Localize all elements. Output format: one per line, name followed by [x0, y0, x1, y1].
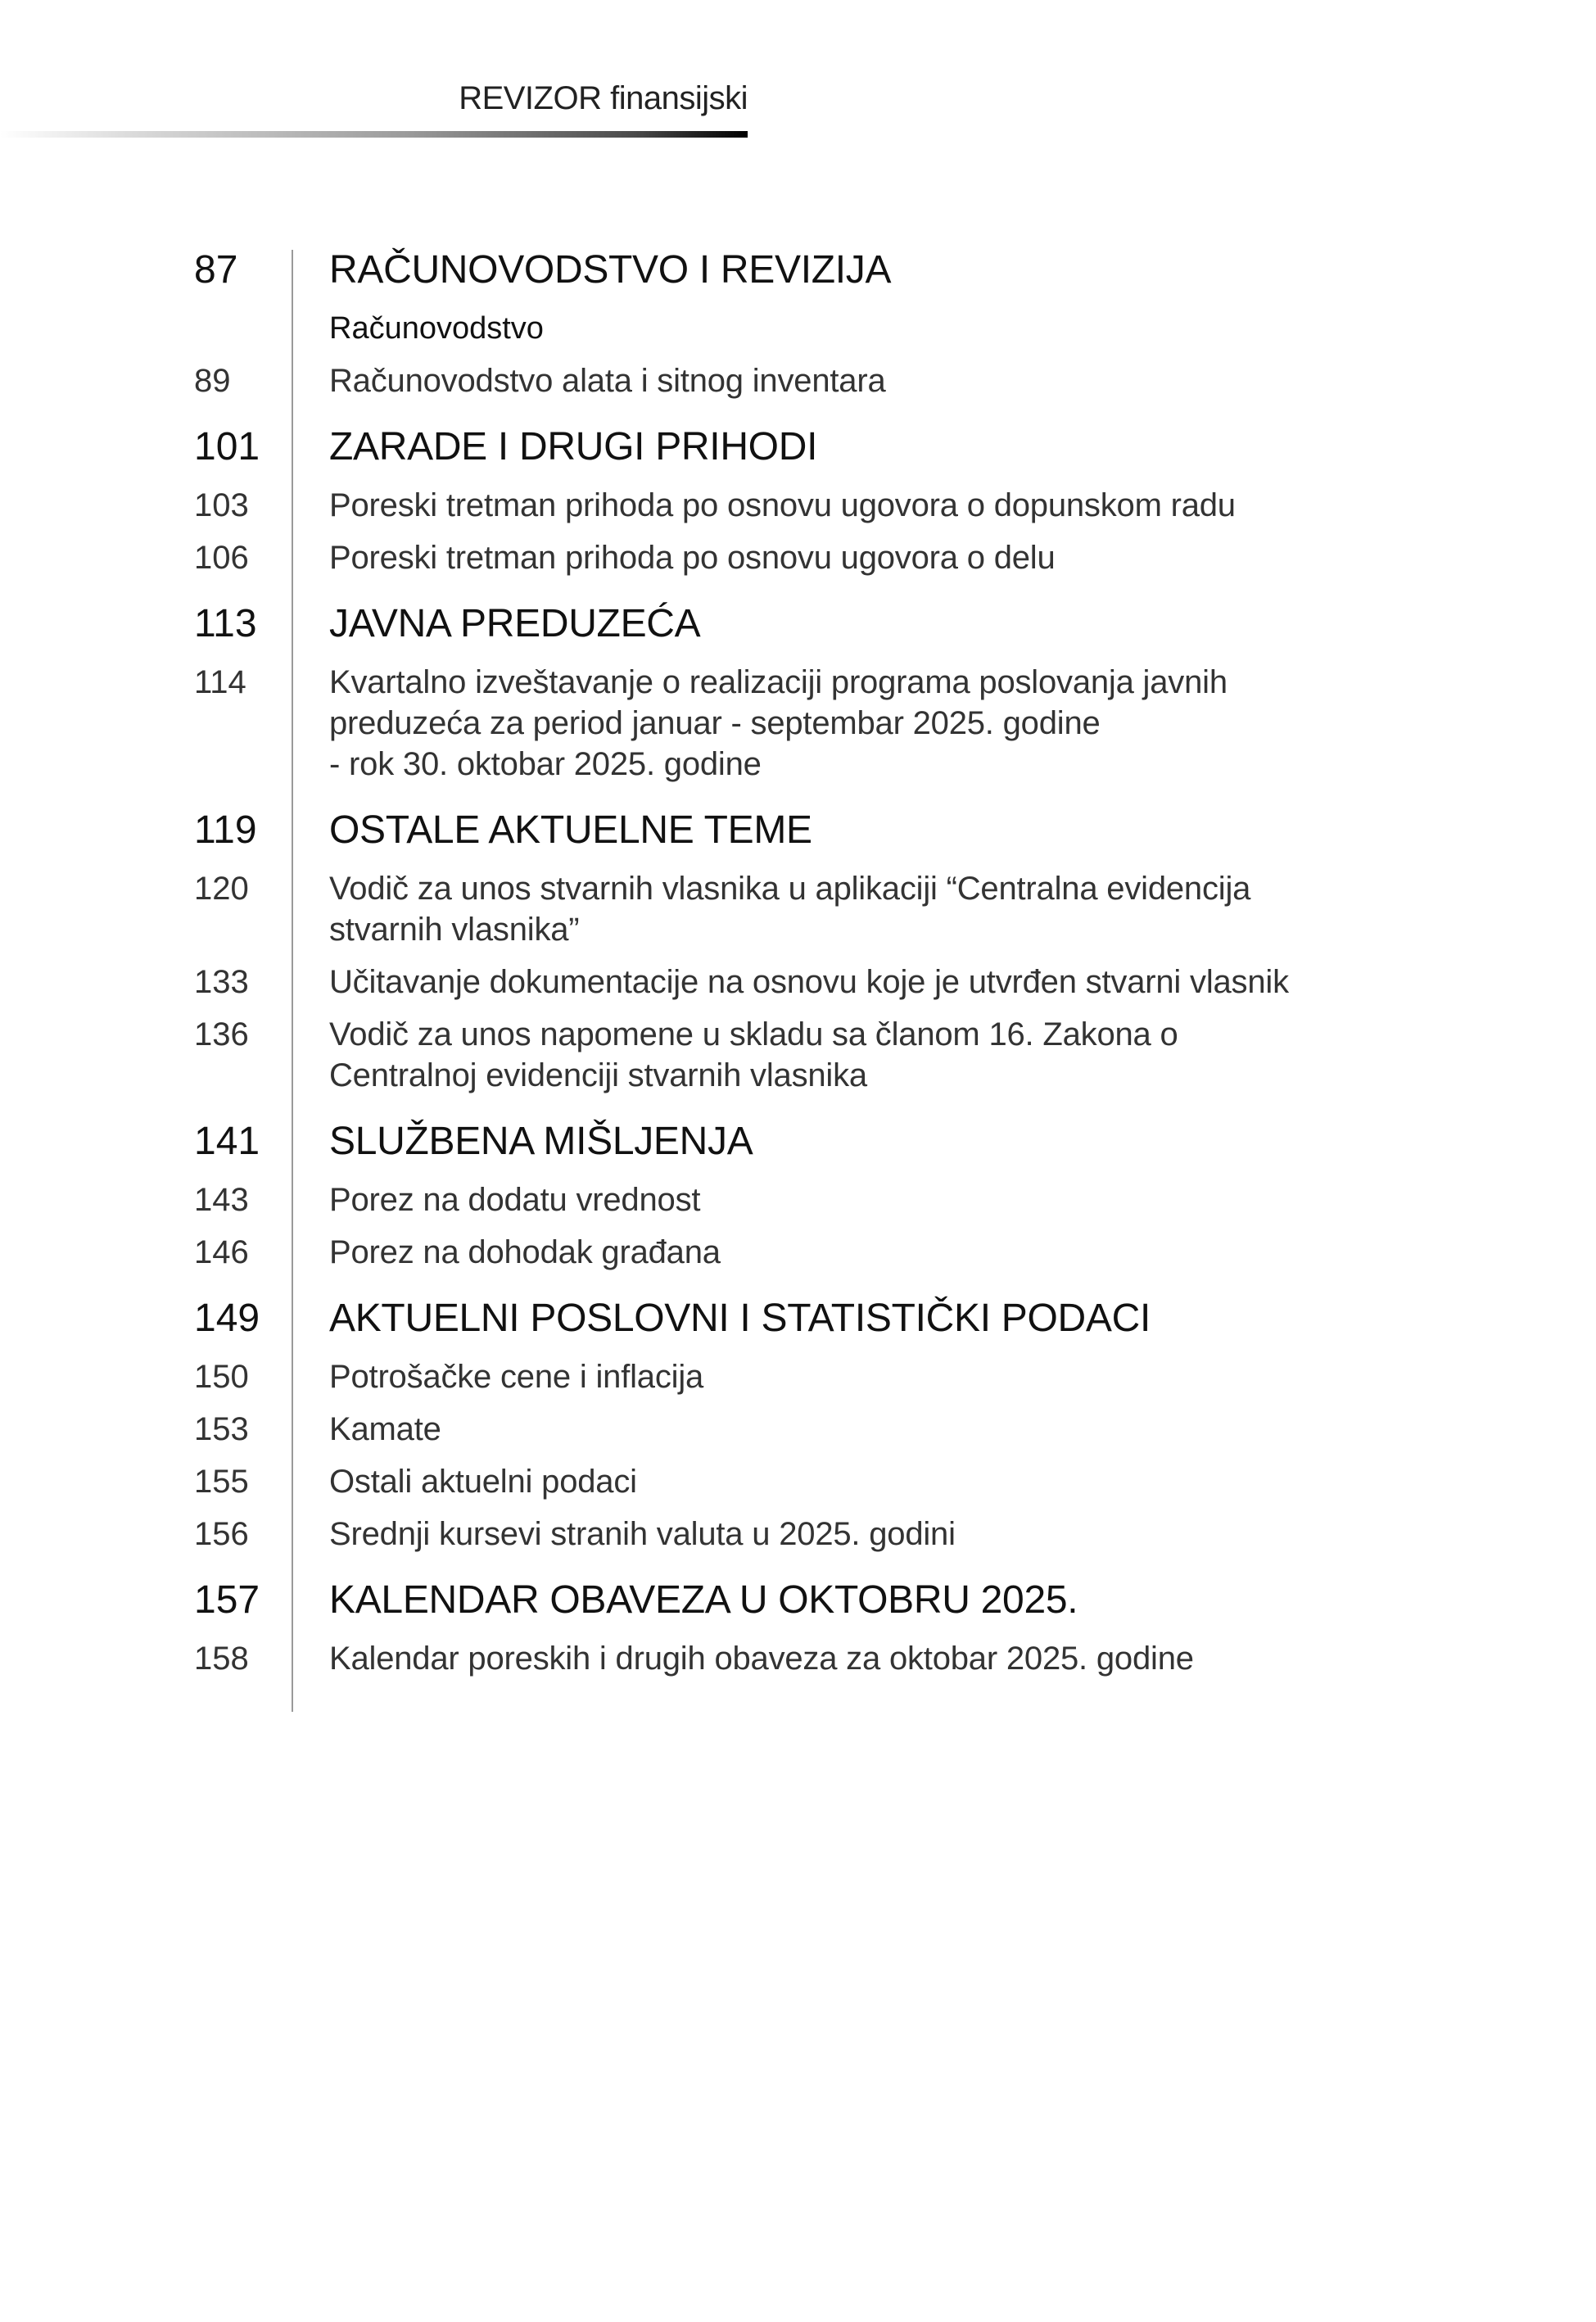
entry-title-line: Ostali aktuelni podaci	[329, 1464, 637, 1500]
section-page-number: 87	[194, 248, 238, 292]
toc-entry[interactable]	[0, 537, 1596, 578]
entry-page-number: 156	[194, 1516, 249, 1552]
toc-entry[interactable]	[0, 868, 1596, 950]
section-page-number: 101	[194, 425, 260, 468]
toc-entry[interactable]	[0, 360, 1596, 401]
entry-title	[329, 1461, 1492, 1502]
entry-title-line: Poreski tretman prihoda po osnovu ugovora o delu	[329, 540, 1056, 576]
toc-section-heading[interactable]	[0, 600, 1596, 649]
toc-section-heading[interactable]	[0, 1576, 1596, 1625]
toc-entry[interactable]	[0, 1461, 1596, 1502]
entry-page-number: 158	[194, 1641, 249, 1677]
entry-page-number: 136	[194, 1016, 249, 1052]
section-page-number: 149	[194, 1297, 260, 1340]
section-page-number: 113	[194, 602, 257, 645]
entry-title-line: Porez na dodatu vrednost	[329, 1182, 701, 1218]
entry-page-number: 143	[194, 1182, 249, 1218]
subheading-title: Računovodstvo	[329, 311, 544, 346]
toc-entry[interactable]	[0, 1514, 1596, 1555]
header-gradient-rule	[0, 131, 748, 138]
entry-page-number: 114	[194, 664, 246, 700]
entry-title-line: Vodič za unos stvarnih vlasnika u aplikaciji “Centralna evidencija	[329, 871, 1251, 907]
entry-title-line: Vodič za unos napomene u skladu sa članom 16. Zakona o	[329, 1016, 1178, 1052]
section-title: AKTUELNI POSLOVNI I STATISTIČKI PODACI	[329, 1297, 1151, 1340]
entry-title	[329, 1514, 1492, 1555]
section-page-number: 119	[194, 808, 257, 852]
entry-title	[329, 868, 1492, 950]
toc-section-heading[interactable]	[0, 246, 1596, 295]
section-title: RAČUNOVODSTVO I REVIZIJA	[329, 248, 892, 292]
toc-section	[0, 1294, 1596, 1555]
entry-title-line: Kamate	[329, 1411, 441, 1447]
section-title: SLUŽBENA MIŠLJENJA	[329, 1120, 753, 1163]
entry-title-line: stvarnih vlasnika”	[329, 912, 580, 948]
table-of-contents	[0, 246, 1596, 1679]
entry-title-line: Poreski tretman prihoda po osnovu ugovora o dopunskom radu	[329, 487, 1236, 523]
toc-section	[0, 600, 1596, 785]
entry-title-line: Porez na dohodak građana	[329, 1234, 721, 1270]
section-title: KALENDAR OBAVEZA U OKTOBRU 2025.	[329, 1578, 1078, 1622]
entry-title	[329, 1179, 1492, 1220]
entry-title	[329, 1409, 1492, 1450]
toc-subheading	[0, 308, 1596, 349]
entry-title-line: Kalendar poreskih i drugih obaveza za oktobar 2025. godine	[329, 1641, 1194, 1677]
entry-page-number: 153	[194, 1411, 249, 1447]
entry-title-line: Učitavanje dokumentacije na osnovu koje je utvrđen stvarni vlasnik	[329, 964, 1289, 1000]
section-title: OSTALE AKTUELNE TEME	[329, 808, 812, 852]
entry-page-number: 155	[194, 1464, 249, 1500]
entry-page-number: 103	[194, 487, 249, 523]
toc-section	[0, 423, 1596, 578]
toc-entry[interactable]	[0, 1232, 1596, 1273]
section-page-number: 157	[194, 1578, 260, 1622]
entry-title	[329, 1014, 1492, 1096]
entry-page-number: 120	[194, 871, 249, 907]
toc-section-heading[interactable]	[0, 1294, 1596, 1343]
section-title: ZARADE I DRUGI PRIHODI	[329, 425, 818, 468]
toc-section	[0, 246, 1596, 401]
toc-section	[0, 806, 1596, 1096]
entry-title-line: Centralnoj evidenciji stvarnih vlasnika	[329, 1057, 867, 1093]
toc-entry[interactable]	[0, 662, 1596, 785]
entry-title	[329, 360, 1492, 401]
entry-title	[329, 962, 1492, 1003]
entry-title-line: Potrošačke cene i inflacija	[329, 1359, 704, 1395]
entry-title-line: Srednji kursevi stranih valuta u 2025. godini	[329, 1516, 956, 1552]
entry-page-number: 133	[194, 964, 249, 1000]
toc-entry[interactable]	[0, 1638, 1596, 1679]
entry-title-line: Računovodstvo alata i sitnog inventara	[329, 363, 886, 399]
toc-entry[interactable]	[0, 1014, 1596, 1096]
toc-entry[interactable]	[0, 1409, 1596, 1450]
entry-page-number: 146	[194, 1234, 249, 1270]
toc-entry[interactable]	[0, 485, 1596, 526]
entry-title	[329, 537, 1492, 578]
entry-title	[329, 1356, 1492, 1397]
entry-title	[329, 485, 1492, 526]
entry-title	[329, 1638, 1492, 1679]
toc-entry[interactable]	[0, 1356, 1596, 1397]
section-page-number: 141	[194, 1120, 260, 1163]
entry-page-number: 106	[194, 540, 249, 576]
entry-page-number: 150	[194, 1359, 249, 1395]
entry-page-number: 89	[194, 363, 231, 399]
entry-title	[329, 662, 1492, 785]
entry-title	[329, 1232, 1492, 1273]
toc-entry[interactable]	[0, 1179, 1596, 1220]
section-title: JAVNA PREDUZEĆA	[329, 602, 701, 645]
publication-title: REVIZOR finansijski	[459, 80, 748, 116]
toc-section-heading[interactable]	[0, 806, 1596, 855]
toc-section-heading[interactable]	[0, 423, 1596, 472]
entry-title-line: Kvartalno izveštavanje o realizaciji programa poslovanja javnih	[329, 664, 1228, 700]
toc-section	[0, 1576, 1596, 1679]
entry-title-line: preduzeća za period januar - septembar 2025. godine	[329, 705, 1101, 741]
toc-entry[interactable]	[0, 962, 1596, 1003]
entry-title-line: - rok 30. oktobar 2025. godine	[329, 746, 762, 782]
toc-section-heading[interactable]	[0, 1117, 1596, 1166]
toc-section	[0, 1117, 1596, 1273]
